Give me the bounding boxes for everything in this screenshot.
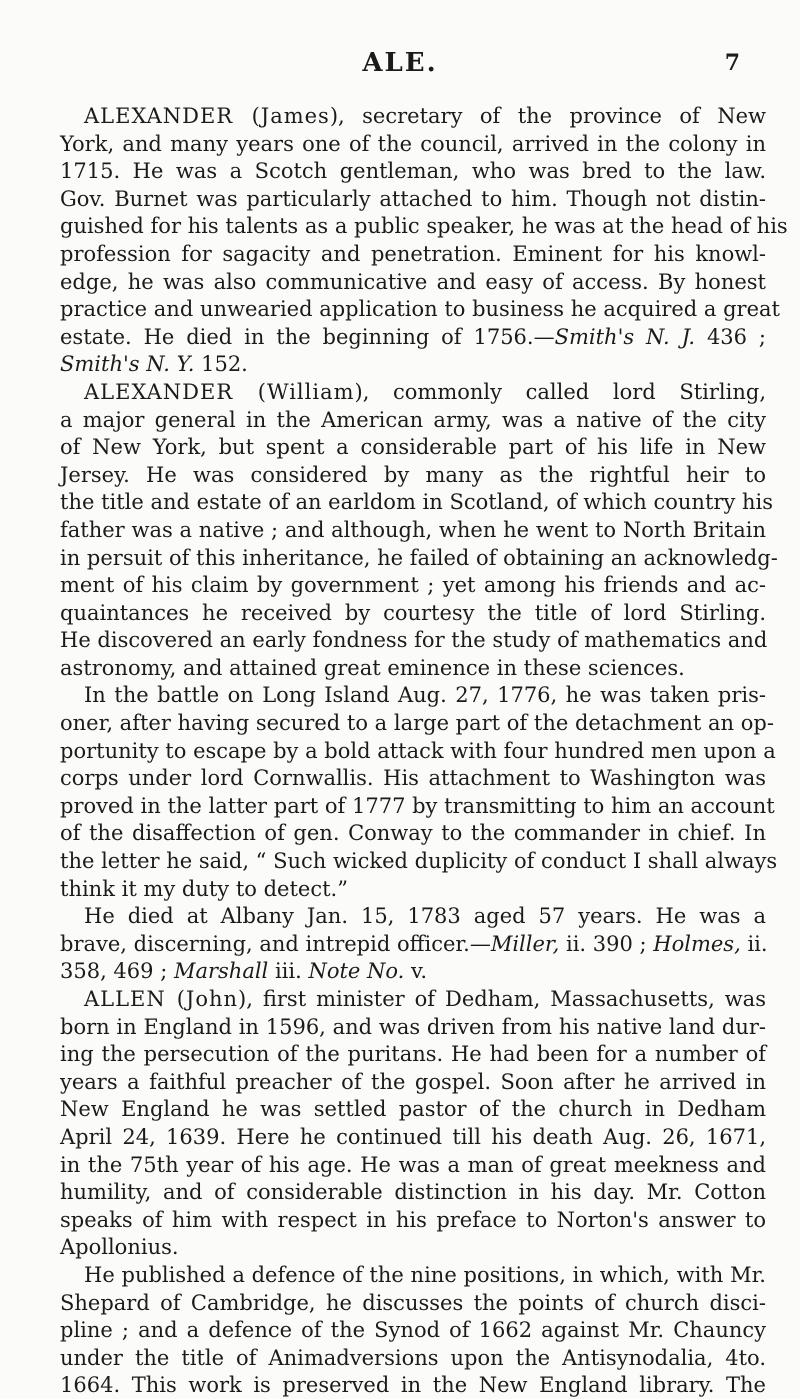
running-head: ALE.: [362, 48, 438, 78]
text-line: He published a defence of the nine positions, in which, with Mr.: [84, 1262, 766, 1287]
text-line: profession for sagacity and penetration. Eminent for his knowl-: [60, 241, 766, 266]
text-line: years a faithful preacher of the gospel. Soon after he arrived in: [60, 1069, 766, 1094]
text-line: speaks of him with respect in his preface to Norton's answer to: [60, 1207, 766, 1232]
text-line: under the title of Animadversions upon the Antisynodalia, 4to.: [60, 1345, 766, 1370]
text-line: edge, he was also communicative and easy of access. By honest: [60, 269, 766, 294]
text-line: 1715. He was a Scotch gentleman, who was bred to the law.: [60, 159, 766, 184]
text-line: guished for his talents as a public speaker, he was at the head of his: [60, 214, 788, 239]
text-line: ALLEN (John), first minister of Dedham, Massachusetts, was: [84, 987, 766, 1011]
entry-text: [60, 103, 788, 1400]
text-line: in the 75th year of his age. He was a man of great meekness and: [60, 1152, 766, 1177]
text-line: the title and estate of an earldom in Scotland, of which country his: [60, 490, 773, 515]
text-line: pline ; and a defence of the Synod of 1662 against Mr. Chauncy: [60, 1318, 766, 1343]
text-line: astronomy, and attained great eminence in these sciences.: [60, 655, 685, 680]
text-line: Apollonius.: [60, 1235, 179, 1260]
text-line: Shepard of Cambridge, he discusses the points of church disci-: [60, 1290, 766, 1315]
text-line: New England he was settled pastor of the church in Dedham: [60, 1097, 766, 1122]
text-line: oner, after having secured to a large part of the detachment an op-: [60, 711, 774, 736]
text-line: ment of his claim by government ; yet among his friends and ac-: [60, 573, 766, 598]
text-line: ing the persecution of the puritans. He had been for a number of: [60, 1042, 766, 1067]
text-line: Jersey. He was considered by many as the rightful heir to: [60, 462, 766, 487]
text-line: Smith's N. Y. 152.: [60, 352, 248, 377]
text-line: in persuit of this inheritance, he failed of obtaining an acknowledg-: [60, 545, 778, 570]
text-line: born in England in 1596, and was driven from his native land dur-: [60, 1014, 766, 1039]
text-line: of the disaffection of gen. Conway to the commander in chief. In: [60, 821, 766, 846]
text-line: father was a native ; and although, when he went to North Britain: [60, 517, 766, 542]
text-line: 1664. This work is preserved in the New England library. The: [60, 1373, 766, 1398]
text-line: a major general in the American army, was a native of the city: [60, 407, 766, 432]
text-line: proved in the latter part of 1777 by transmitting to him an account: [60, 793, 775, 818]
text-line: April 24, 1639. Here he continued till his death Aug. 26, 1671,: [60, 1124, 766, 1149]
text-line: humility, and of considerable distinction in his day. Mr. Cotton: [60, 1180, 766, 1205]
text-line: portunity to escape by a bold attack with four hundred men upon a: [60, 738, 776, 763]
text-line: He discovered an early fondness for the study of mathematics and: [60, 628, 768, 653]
text-line: ALEXANDER (William), commonly called lord Stirling,: [84, 379, 766, 404]
text-line: York, and many years one of the council, arrived in the colony in: [60, 131, 766, 156]
text-line: quaintances he received by courtesy the title of lord Stirling.: [60, 600, 766, 625]
text-line: of New York, but spent a considerable part of his life in New: [60, 435, 766, 460]
text-line: 358, 469 ; Marshall iii. Note No. v.: [60, 959, 428, 984]
text-line: the letter he said, “ Such wicked duplicity of conduct I shall always: [60, 849, 778, 874]
text-line: He died at Albany Jan. 15, 1783 aged 57 years. He was a: [84, 904, 766, 929]
page-mark: 7: [724, 50, 740, 76]
text-line: In the battle on Long Island Aug. 27, 1776, he was taken pris-: [84, 683, 766, 708]
text-line: estate. He died in the beginning of 1756.—Smith's N. J. 436 ;: [60, 324, 766, 349]
text-line: corps under lord Cornwallis. His attachment to Washington was: [60, 766, 766, 791]
text-line: brave, discerning, and intrepid officer.—Miller, ii. 390 ; Holmes, ii.: [60, 931, 768, 956]
text-line: ALEXANDER (James), secretary of the province of New: [84, 104, 766, 128]
text-line: think it my duty to detect.”: [60, 876, 348, 901]
text-line: practice and unwearied application to business he acquired a great: [60, 297, 780, 322]
text-line: Gov. Burnet was particularly attached to him. Though not distin-: [60, 186, 766, 211]
